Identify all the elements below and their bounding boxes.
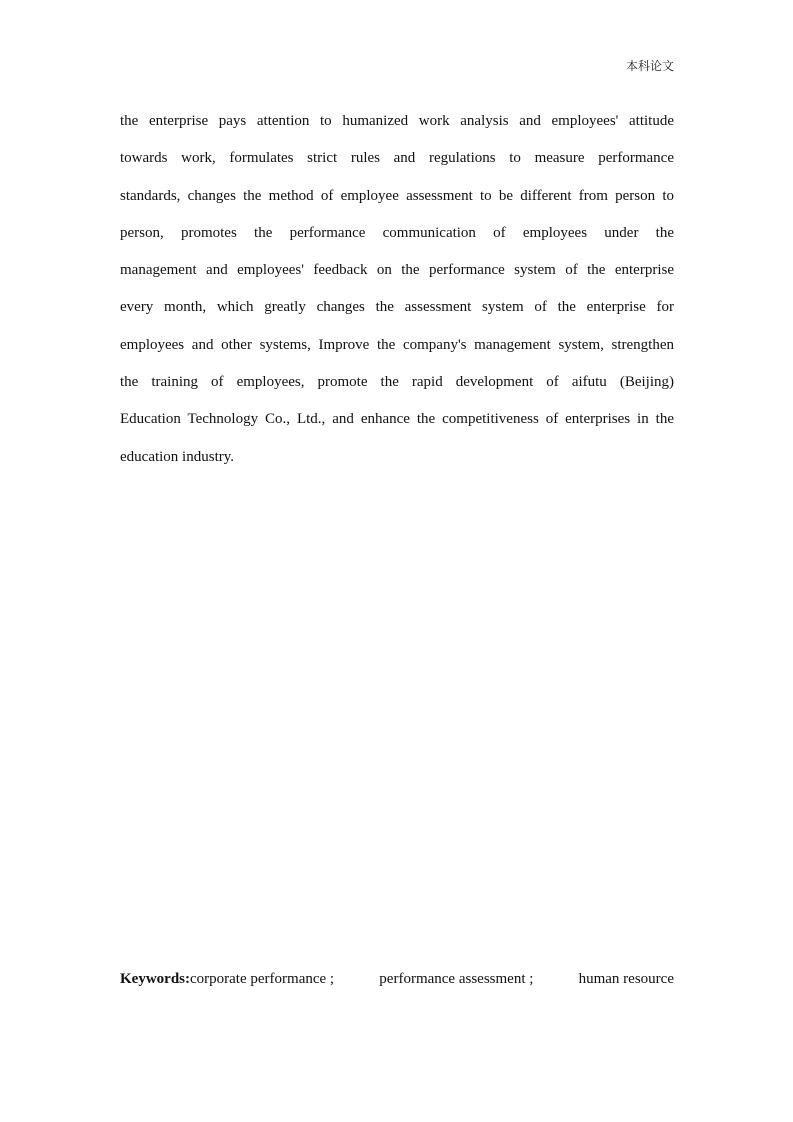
abstract-line: education industry. [120, 448, 235, 465]
abstract-line: the enterprise pays attention to humanized work analysis and employees' attitude [120, 113, 674, 129]
keyword-item: corporate performance ; [190, 971, 335, 987]
keyword-item: performance assessment ; [379, 971, 534, 987]
abstract-line: Education Technology Co., Ltd., and enhance the competitiveness of enterprises in the [120, 411, 674, 428]
abstract-line: employees and other systems, Improve the company's management system, strengthen [120, 336, 674, 353]
keywords-line [120, 968, 674, 990]
abstract-line: towards work, formulates strict rules and regulations to measure performance [120, 150, 674, 167]
keywords-label: Keywords: [120, 971, 190, 987]
abstract-line: management and employees' feedback on the performance system of the enterprise [120, 262, 674, 279]
keyword-group-1 [120, 968, 334, 990]
abstract-line: standards, changes the method of employee assessment to be different from person to [120, 187, 674, 204]
keyword-item: human resource [578, 971, 674, 987]
abstract-line: person, promotes the performance communication of employees under the [120, 224, 674, 241]
running-header-title: 本科论文 [625, 59, 674, 73]
abstract-body [120, 110, 674, 483]
abstract-line: every month, which greatly changes the assessment system of the enterprise for [120, 299, 674, 316]
abstract-line: the training of employees, promote the rapid development of aifutu (Beijing) [120, 374, 674, 391]
